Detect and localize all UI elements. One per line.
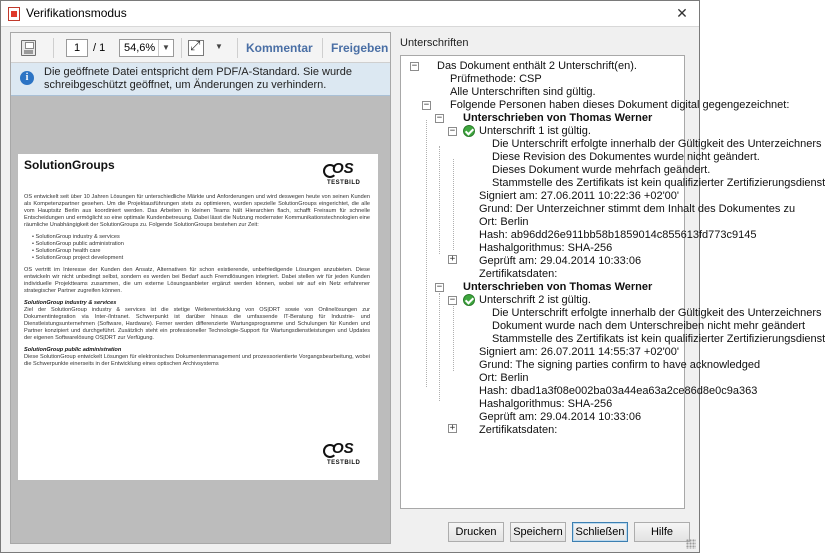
tree-row: Zertifikatsdaten: — [479, 268, 558, 280]
page-paragraph: Ziel der SolutionGroup industry & services ist die stetige Weiterentwicklung von OS|DRT sowie von Onlinelösungen zur Dokumentintegration via Inter-/Intranet. Schwerpunkt ist darüber hinaus die umfassende IT-Beratung für Industrie- und Dienstleistungsunternehmen (Software, Hardware). Ferner werden differenzierte Wartungsprogramme und Schulungen für Kunden und Partner konzipiert und durchgeführt. Zusätzlich steht ein professioneller Technologie-Support für Wartungsdienstleistungen und Updates der eigenen Softwarelösung OS|DRT zur Verfügung. — [24, 307, 370, 341]
page-title: SolutionGroups — [24, 158, 115, 172]
tree-row: Hashalgorithmus: SHA-256 — [479, 398, 613, 410]
tree-connector — [453, 159, 454, 250]
zoom-select[interactable] — [119, 39, 174, 57]
tree-row: Stammstelle des Zertifikats ist kein qualifizierter Zertifizierungsdienst — [492, 177, 825, 189]
tree-row: Hash: ab96dd26e911bb58b1859014c855613fd773c9145 — [479, 229, 757, 241]
page-number-input[interactable]: 1 — [66, 39, 88, 57]
pdfa-info-bar — [11, 63, 390, 96]
tree-connector — [453, 306, 454, 371]
tree-row: Unterschrift 1 ist gültig. — [479, 125, 591, 137]
page-paragraph: Diese SolutionGroup entwickelt Lösungen für elektronisches Dokumentenmanagement und prozessorientierte Vorgangsbearbeitung, wobei die Schwerpunkte einerseits in der Entwicklung eines optischen Archivsystems — [24, 354, 370, 367]
page-heading: SolutionGroup industry & services — [24, 300, 117, 306]
tree-connector — [439, 146, 440, 254]
title-bar — [1, 1, 699, 27]
collapse-toggle[interactable]: − — [423, 100, 430, 110]
signer-row: Unterschrieben von Thomas Werner — [463, 112, 653, 124]
logo-mark: OS — [332, 440, 354, 457]
resize-grip-icon[interactable] — [686, 539, 696, 549]
signer-row: Unterschrieben von Thomas Werner — [463, 281, 653, 293]
tree-row: Die Unterschrift erfolgte innerhalb der Gültigkeit des Unterzeichners — [492, 138, 822, 150]
chevron-down-icon[interactable]: ▼ — [215, 42, 223, 51]
tree-row: Unterschrift 2 ist gültig. — [479, 294, 591, 306]
tree-row: Folgende Personen haben dieses Dokument digital gegengezeichnet: — [450, 99, 790, 111]
pdf-app-icon — [8, 7, 20, 21]
collapse-toggle[interactable]: − — [436, 282, 443, 292]
document-viewer — [10, 32, 391, 544]
list-item: • SolutionGroup public administration — [32, 241, 370, 248]
tree-row: Prüfmethode: CSP — [450, 73, 542, 85]
tree-row: Geprüft am: 29.04.2014 10:33:06 — [479, 411, 642, 423]
page-paragraph: OS vertritt im Interesse der Kunden den Ansatz, Alternativen für schon existierende, unbefriedigende Lösungen anzubieten. Diese entwickeln wir nicht unbedingt selbst, sondern es werden bei Bedarf auch Fremdlösungen integriert. Dabei stellen wir für jeden Kunden individuelle Projektteams zusammen, die um externe Lösungsanbieter ergänzt werden können, wobei wir auf ein Netz erfahrener strategischer Partner zugreifen können. — [24, 267, 370, 294]
signature-tree[interactable] — [400, 55, 825, 509]
print-button[interactable]: Drucken — [448, 522, 504, 542]
valid-check-icon — [463, 125, 475, 137]
comment-button[interactable]: Kommentar — [246, 41, 313, 55]
logo-mark: OS — [332, 160, 354, 177]
info-message: Die geöffnete Datei entspricht dem PDF/A-Standard. Sie wurde schreibgeschützt geöffnet, um Änderungen zu verhindern. — [44, 66, 352, 91]
zoom-value: 54,6% — [124, 42, 156, 54]
collapse-toggle[interactable]: − — [449, 295, 456, 305]
expand-toggle[interactable]: + — [449, 423, 456, 433]
save-icon[interactable] — [21, 40, 36, 56]
page-paragraph: OS entwickelt seit über 10 Jahren Lösungen für unterschiedliche Märkte und Anforderungen und wird deswegen heute von seinen Kunden als Kompetenzpartner gesehen. Um die Projektausführungen stets zu optimieren, wurden spezielle SolutionGroups eingerichtet, die alle vom Hauptsitz Berlin aus koordiniert werden. Das Arbeiten in kleinen Teams hält Hierarchien flach, schafft Freiraum für schnelle Entscheidungen und ermöglicht so eine optimale Kundenbetreuung. Dabei lässt die Nutzung modernster Kommunikationstechnologien eine räumliche Unabhängigkeit der SolutionGroups zu. Folgende SolutionGroups bestehen zur Zeit: — [24, 194, 370, 228]
tree-row: Geprüft am: 29.04.2014 10:33:06 — [479, 255, 642, 267]
close-button[interactable]: Schließen — [572, 522, 628, 542]
document-page — [18, 154, 378, 480]
tree-row: Grund: The signing parties confirm to have acknowledged — [479, 359, 761, 371]
help-button[interactable]: Hilfe — [634, 522, 690, 542]
logo-subtitle: TESTBILD — [327, 460, 361, 466]
signatures-header: Unterschriften — [400, 37, 469, 49]
tree-row: Dokument wurde nach dem Unterschreiben nicht mehr geändert — [492, 320, 806, 332]
valid-check-icon — [463, 294, 475, 306]
tree-row: Hashalgorithmus: SHA-256 — [479, 242, 613, 254]
share-button[interactable]: Freigeben — [331, 41, 389, 55]
company-logo — [324, 440, 364, 470]
toolbar-separator — [53, 38, 54, 58]
fit-page-icon[interactable] — [188, 40, 204, 56]
page-count: / 1 — [93, 42, 106, 54]
tree-row: Hash: dbad1a3f08e002ba03a44ea63a2ce86d8e0c9a363 — [479, 385, 758, 397]
toolbar-separator — [322, 38, 323, 58]
tree-row: Ort: Berlin — [479, 216, 529, 228]
collapse-toggle[interactable]: − — [411, 61, 418, 71]
company-logo — [324, 160, 364, 190]
tree-row: Ort: Berlin — [479, 372, 529, 384]
tree-row: Alle Unterschriften sind gültig. — [450, 86, 596, 98]
collapse-toggle[interactable]: − — [436, 113, 443, 123]
page-body — [24, 194, 370, 373]
window-close-button[interactable]: ✕ — [676, 5, 688, 21]
tree-row: Zertifikatsdaten: — [479, 424, 558, 436]
tree-row: Signiert am: 27.06.2011 10:22:36 +02'00' — [479, 190, 680, 202]
expand-toggle[interactable]: + — [449, 254, 456, 264]
viewer-toolbar — [11, 33, 390, 63]
tree-row: Signiert am: 26.07.2011 14:55:37 +02'00' — [479, 346, 680, 358]
info-icon: i — [20, 71, 34, 85]
toolbar-separator — [237, 38, 238, 58]
save-button[interactable]: Speichern — [510, 522, 566, 542]
solutiongroup-list — [32, 234, 370, 262]
list-item: • SolutionGroup health care — [32, 248, 370, 255]
tree-row: Die Unterschrift erfolgte innerhalb der Gültigkeit des Unterzeichners — [492, 307, 822, 319]
document-canvas[interactable] — [11, 96, 390, 543]
tree-connector — [426, 120, 427, 387]
window-title: Verifikationsmodus — [26, 6, 127, 20]
toolbar-separator — [181, 38, 182, 58]
collapse-toggle[interactable]: − — [449, 126, 456, 136]
logo-subtitle: TESTBILD — [327, 180, 361, 186]
tree-row: Grund: Der Unterzeichner stimmt dem Inhalt des Dokumentes zu — [479, 203, 796, 215]
tree-row: Stammstelle des Zertifikats ist kein qualifizierter Zertifizierungsdienst — [492, 333, 825, 345]
page-heading: SolutionGroup public administration — [24, 347, 122, 353]
tree-row: Das Dokument enthält 2 Unterschrift(en). — [437, 60, 637, 72]
tree-connector — [439, 293, 440, 401]
tree-row: Dieses Dokument wurde mehrfach geändert. — [492, 164, 711, 176]
chevron-down-icon[interactable]: ▼ — [158, 40, 173, 56]
tree-row: Diese Revision des Dokumentes wurde nicht geändert. — [492, 151, 760, 163]
list-item: • SolutionGroup project development — [32, 255, 370, 262]
list-item: • SolutionGroup industry & services — [32, 234, 370, 241]
